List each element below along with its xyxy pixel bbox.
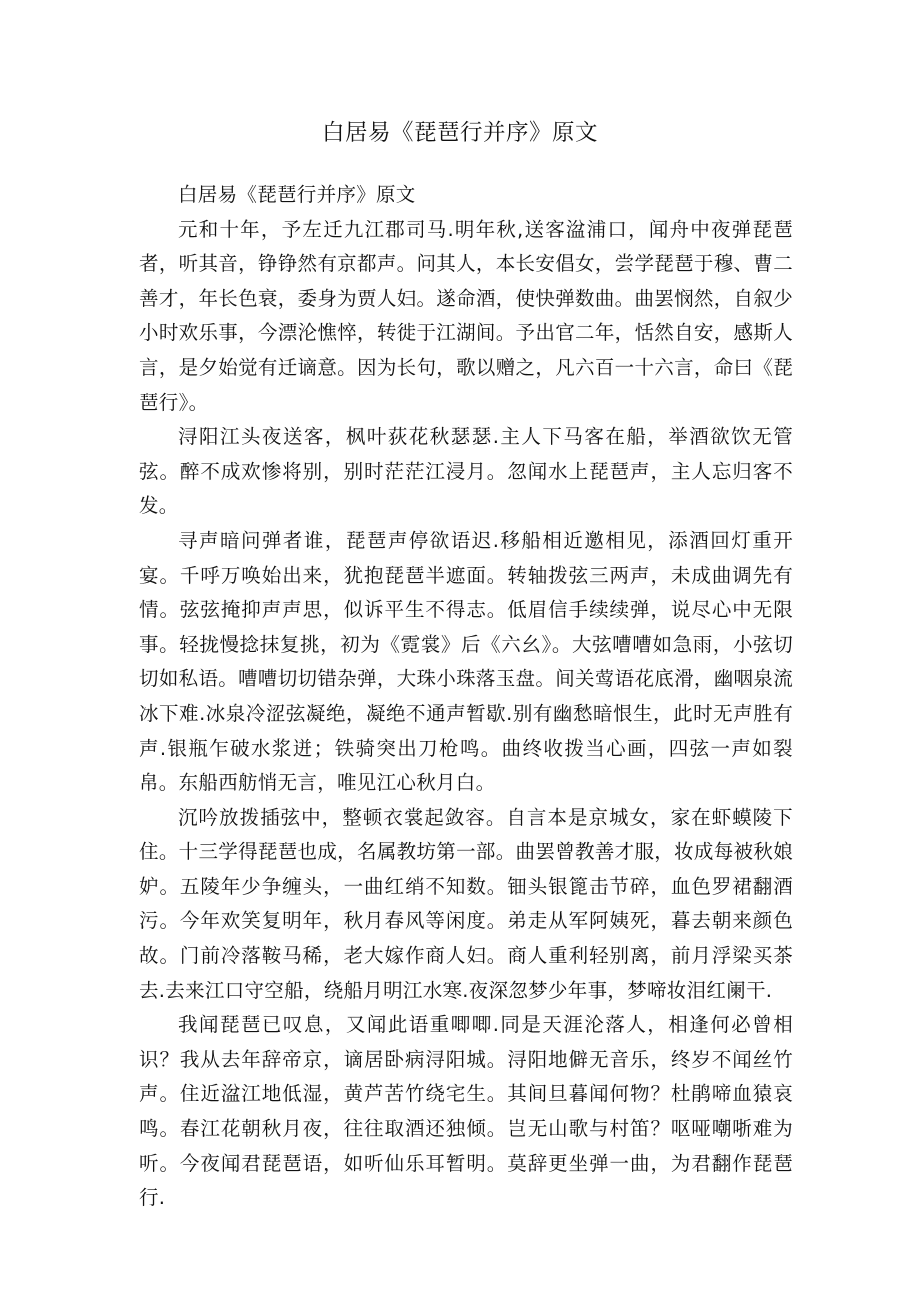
paragraph-verse-1: 浔阳江头夜送客，枫叶荻花秋瑟瑟.主人下马客在船，举酒欲饮无管弦。醉不成欢惨将别，别时茫茫江浸月。忽闻水上琵琶声，主人忘归客不发。 [139, 425, 793, 518]
paragraph-verse-3: 沉吟放拨插弦中，整顿衣裳起敛容。自言本是京城女，家在虾蟆陵下住。十三学得琵琶也成，名属教坊第一部。曲罢曾教善才服，妆成每被秋娘妒。五陵年少争缠头，一曲红绡不知数。钿头银篦击节碎，血色罗裙翻酒污。今年欢笑复明年，秋月春风等闲度。弟走从军阿姨死，暮去朝来颜色故。门前冷落鞍马稀，老大嫁作商人妇。商人重利轻别离，前月浮梁买茶去.去来江口守空船，绕船月明江水寒.夜深忽梦少年事，梦啼妆泪红阑干. [139, 805, 793, 1002]
paragraph-verse-2: 寻声暗问弹者谁，琵琶声停欲语迟.移船相近邀相见，添酒回灯重开宴。千呼万唤始出来，犹抱琵琶半遮面。转轴拨弦三两声，未成曲调先有情。弦弦掩抑声声思，似诉平生不得志。低眉信手续续弹，说尽心中无限事。轻拢慢捻抹复挑，初为《霓裳》后《六幺》。大弦嘈嘈如急雨，小弦切切如私语。嘈嘈切切错杂弹，大珠小珠落玉盘。间关莺语花底滑，幽咽泉流冰下难.冰泉冷涩弦凝绝，凝绝不通声暂歇.别有幽愁暗恨生，此时无声胜有声.银瓶乍破水浆迸；铁骑突出刀枪鸣。曲终收拨当心画，四弦一声如裂帛。东船西舫悄无言，唯见江心秋月白。 [139, 528, 793, 795]
paragraph-preface: 元和十年，予左迁九江郡司马.明年秋,送客湓浦口，闻舟中夜弹琵琶者，听其音，铮铮然有京都声。问其人，本长安倡女，尝学琵琶于穆、曹二善才，年长色衰，委身为贾人妇。遂命酒，使快弹数曲。曲罢悯然，自叙少小时欢乐事，今漂沦憔悴，转徙于江湖间。予出官二年，恬然自安，感斯人言，是夕始觉有迁谪意。因为长句，歌以赠之，凡六百一十六言，命曰《琵琶行》。 [139, 217, 793, 414]
document-body [139, 178, 793, 1216]
paragraph-subtitle: 白居易《琵琶行并序》原文 [178, 183, 416, 206]
page-title: 白居易《琵琶行并序》原文 [321, 120, 598, 146]
paragraph-verse-4: 我闻琵琶已叹息，又闻此语重唧唧.同是天涯沦落人，相逢何必曾相识？我从去年辞帝京，谪居卧病浔阳城。浔阳地僻无音乐，终岁不闻丝竹声。住近湓江地低湿，黄芦苦竹绕宅生。其间旦暮闻何物？杜鹃啼血猿哀鸣。春江花朝秋月夜，往往取酒还独倾。岂无山歌与村笛？呕哑嘲哳难为听。今夜闻君琵琶语，如听仙乐耳暂明。莫辞更坐弹一曲，为君翻作琵琶行. [139, 1013, 793, 1210]
